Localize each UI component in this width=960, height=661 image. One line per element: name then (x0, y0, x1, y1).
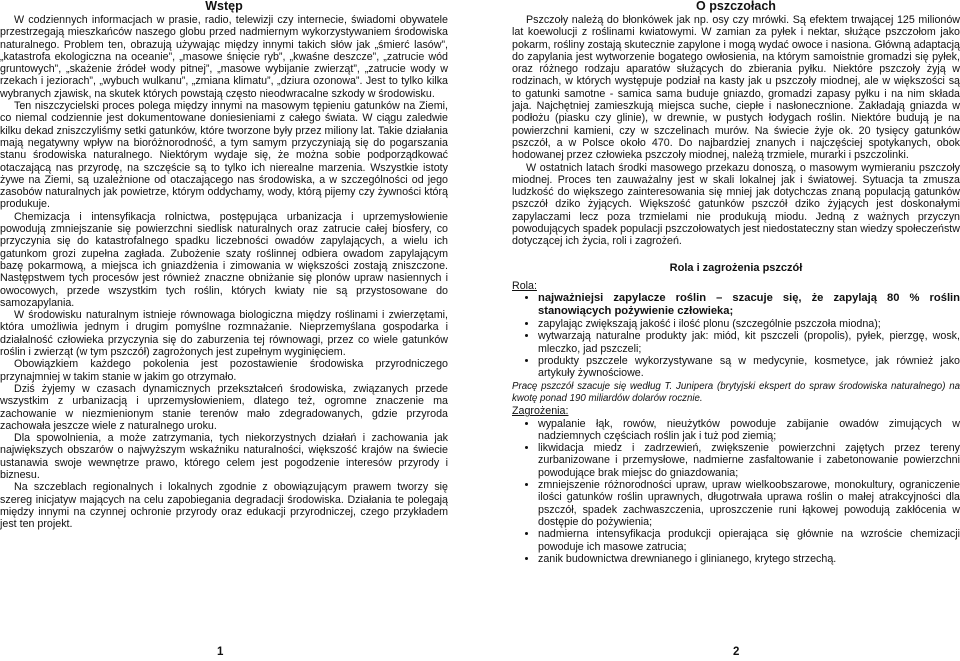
role-label: Rola: (512, 279, 537, 292)
list-item: • zanik budownictwa drewnianego i glinianego, krytego strzechą. (538, 553, 960, 565)
page-number: 1 (217, 646, 224, 658)
list-item: • likwidacja miedz i zadrzewień, zwiększenie powierzchni zajętych przez tereny zurbanizowane i przemysłowe, nadmierne zasfaltowanie i zabetonowanie powierzchni powodujące brak miejsc do gniazdowania; (538, 442, 960, 479)
list-item: • zmniejszenie różnorodności upraw, upraw wielkoobszarowe, monokultury, ograniczenie ilości gatunków roślin uprawnych, długotrwała uprawa roślin o małej atrakcyjności dla pszczół, spadek zachwaszczenia, uproszczenie runi łąkowej powodują zakłócenia w dostępie do pożywienia; (538, 479, 960, 528)
paragraph: W codziennych informacjach w prasie, radio, telewizji czy internecie, świadomi obywatele przestrzegają mieszkańców naszego globu przed nadmiernym wykorzystywaniem środowiska naturalnego. Problem ten, obrazują używając między innymi takich słów jak „śmierć lasów”, „katastrofa ekologiczna na oceanie”, „masowe śnięcie ryb”, „kwaśne deszcze”, „zatrucie wód gruntowych”, „skażenie źródeł wody pitnej”, „masowe wybijanie zwierząt”, „zatrucie wody w rzekach i jeziorach”, „wybuch wulkanu”, „zmiana klimatu”, „dziura ozonowa”. Jest to tylko kilka wybranych zjawisk, na skutek których powstają często nieodwracalne szkody w środowisku. (0, 14, 448, 100)
list-item: • produkty pszczele wykorzystywane są w medycynie, kosmetyce, jak również jako artykuły żywnościowe. (538, 355, 960, 380)
paragraph: W środowisku naturalnym istnieje równowaga biologiczna między roślinami i zwierzętami, która umożliwia jednym i drugim pomyślne rozmnażanie. Nieprzemyślana gospodarka i działalność człowieka przyczynia się do zaburzenia tej równowagi, przez co wiele gatunków roślin i zwierząt (w tym pszczół) zagrożonych jest zupełnym wyginięciem. (0, 309, 448, 359)
page-1 (0, 0, 448, 530)
page-1-title: Wstęp (205, 0, 243, 13)
paragraph: Dziś żyjemy w czasach dynamicznych przekształceń środowiska, związanych przede wszystkim z urbanizacją i uprzemysłowieniem, dlatego też, ogromne znaczenie ma zachowanie w niezmienionym stanie terenów mało zdegradowanych, gdzie przyroda zachowała jeszcze wiele z naturalnego uroku. (0, 382, 448, 432)
page-2 (512, 0, 960, 565)
section-title: Rola i zagrożenia pszczół (669, 261, 803, 274)
note: Pracę pszczół szacuje się według T. Junipera (brytyjski ekspert do spraw środowiska naturalnego) na kwotę ponad 190 miliardów dolarów rocznie. (512, 381, 960, 404)
list-item: • najważniejsi zapylacze roślin – szacuje się, że zapylają 80 % roślin stanowiących pożywienie człowieka; (538, 292, 960, 318)
paragraph: W ostatnich latach środki masowego przekazu donoszą, o masowym wymieraniu pszczoły miodnej. Proces ten zauważalny jest w skali lokalnej jak i światowej. Sytuacja ta zmusza ludzkość do większego zainteresowania się mniej jak dotychczas znaną populacją gatunków pszczół dziko żyjących. Większość gatunków pszczół dziko żyjących jest doskonałymi zapylaczami lecz poza trzmielami nie produkują miodu. Jedną z ważnych przyczyn powodujących spadek populacji pszczołowatych jest niedostateczny stan wiedzy społeczeństw dotyczącej ich życia, roli i zagrożeń. (512, 161, 960, 248)
page-number: 2 (733, 646, 740, 658)
role-list (512, 292, 960, 379)
list-item: • wytwarzają naturalne produkty jak: miód, kit pszczeli (propolis), pyłek, pierzgę, wosk, mleczko, jad pszczeli; (538, 330, 960, 355)
threats-label: Zagrożenia: (512, 405, 569, 418)
list-item: • wypalanie łąk, rowów, nieużytków powoduje zabijanie owadów zimujących w nadziemnych częściach roślin jak i tuż pod ziemią; (538, 418, 960, 443)
paragraph: Dla spowolnienia, a może zatrzymania, tych niekorzystnych działań i zachowania jak największych obszarów o najwyższym wskaźniku naturalności, większość krajów na świecie ustanawia swoje wewnętrze prawo, którego celem jest pogodzenie interesów przyrody i biznesu. (0, 432, 448, 481)
page-2-title: O pszczołach (696, 0, 776, 13)
paragraph: Chemizacja i intensyfikacja rolnictwa, postępująca urbanizacja i uprzemysłowienie powodują zmniejszanie się powierzchni siedlisk naturalnych oraz zatrucie całej biosfery, co przyczynia się do katastrofalnego spadku liczebności owadów zapylających, a wielu ich gatunkom grozi zupełna zagłada. Zubożenie szaty roślinnej odbiera owadom zapylającym bazę pokarmową, a miejsca ich gniazdżenia i zimowania w większości zostają zniszczone. Następstwem tych procesów jest również znaczne obniżanie się plonów upraw nasiennych i owocowych, przede wszystkim tych roślin, których kwiaty nie są przystosowane do samozapylania. (0, 210, 448, 309)
list-item: • nadmierna intensyfikacja produkcji opierająca się głównie na wzroście chemizacji powoduje ich masowe zatrucia; (538, 528, 960, 553)
threats-list (512, 418, 960, 566)
paragraph: Pszczoły należą do błonkówek jak np. osy czy mrówki. Są efektem trwającej 125 milionów lat koewolucji z roślinami kwiatowymi. W zamian za pyłek i nektar, służące pszczołom jako pokarm, rośliny zostają skutecznie zapylone i mogą wydać owoce i nasiona. Główną adaptacją do zapylania jest wytworzenie bogatego owłosienia, na którym samoistnie gromadzi się pyłek, oraz różnego rodzaju aparatów służących do zbierania pyłku. Niektóre pszczoły żyją w rodzinach, w których występuje podział na kasty jak u pszczoły miodnej, ale w większości są to gatunki samotne - samica sama buduje gniazdo, gromadzi zapasy pyłku i na nim składa jaja. Najchętniej zamieszkują miejsca suche, ciepłe i nasłonecznione. Zakładają gniazda w podłożu (piasku czy glinie), w drewnie, w pustych łodygach roślin. Niektóre budują je na powierzchni kamieni, czy w szczelinach murów. Na świecie żyje ok. 20 tysięcy gatunków pszczół, a w Polsce około 470. Do najbardziej znanych i najczęściej spotykanych, obok hodowanej przez człowieka pszczoły miodnej, należą trzmiele, murarki i pszczolinki. (512, 14, 960, 162)
paragraph: Ten niszczycielski proces polega między innymi na masowym tępieniu gatunków na Ziemi, co niemal codziennie jest dokumentowane doniesieniami z całego świata. W ciągu zaledwie kilku dekad zniszczyliśmy setki gatunków, które tworzone były przez miliony lat. Takie działania mają negatywny wpływ na bioróżnorodność, a tym samym przyczyniają się do pogarszania stanu środowiska naturalnego. Niektórym wydaje się, że można sobie podporządkować otaczającą nas przyrodę, na szczęście są to tylko ich nierealne marzenia. Wszystkie istoty żywe na Ziemi, są uzależnione od otaczającego nas środowiska, a w szczególności od jego zasobów naturalnych jak powietrze, którym oddychamy, wody, którą pijemy czy żywności którą produkuje. (0, 100, 448, 211)
list-item: • zapylając zwiększają jakość i ilość plonu (szczególnie pszczoła miodna); (538, 318, 960, 330)
paragraph: Na szczeblach regionalnych i lokalnych zgodnie z obowiązującym prawem tworzy się szereg inicjatyw mających na celu zapobiegania degradacji środowiska. Działania te polegają między innymi na czynnej ochronie przyrody oraz edukacji przyrodniczej, czego przykładem jest ten projekt. (0, 481, 448, 531)
paragraph: Obowiązkiem każdego pokolenia jest pozostawienie środowiska przyrodniczego przynajmniej w takim stanie w jakim go otrzymało. (0, 358, 448, 383)
